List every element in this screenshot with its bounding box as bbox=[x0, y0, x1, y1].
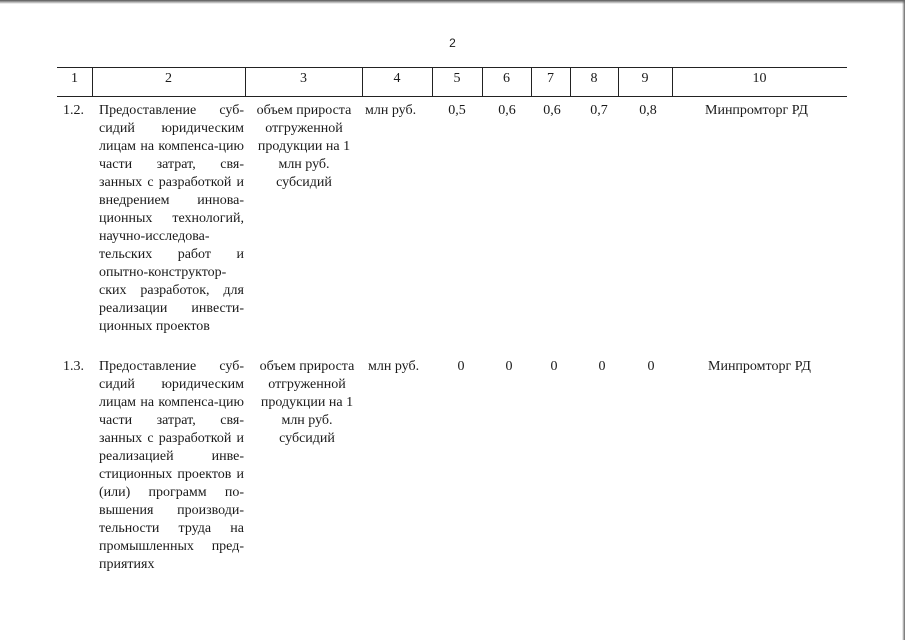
row-value: 0 bbox=[457, 359, 465, 374]
row-ministry: Минпромторг РД bbox=[708, 359, 811, 374]
row-description: Предоставление суб-сидий юридическим лицам на компенса-цию части затрат, свя-занных с разработкой и реализацией инве-стиционных проектов и (или) программ по-вышения производи-тельности труда на промышленных пред-приятиях bbox=[99, 359, 244, 572]
row-number: 1.2. bbox=[63, 103, 84, 118]
row-value: 0,7 bbox=[590, 103, 608, 118]
row-ministry: Минпромторг РД bbox=[705, 103, 808, 118]
scan-edge-top bbox=[0, 0, 905, 4]
header-cell: 2 bbox=[165, 71, 172, 86]
header-cell: 9 bbox=[641, 71, 649, 86]
row-indicator: объем прироста отгруженной продукции на 1 млн руб. субсидий bbox=[256, 103, 352, 190]
row-indicator: объем прироста отгруженной продукции на 1 млн руб. субсидий bbox=[259, 359, 355, 446]
row-value: 0 bbox=[550, 359, 558, 374]
row-value: 0 bbox=[505, 359, 513, 374]
row-value: 0,6 bbox=[543, 103, 561, 118]
header-cell: 3 bbox=[300, 71, 307, 86]
header-cell: 10 bbox=[752, 71, 767, 86]
row-value: 0,8 bbox=[639, 103, 657, 118]
header-cell: 1 bbox=[71, 71, 78, 86]
row-value: 0 bbox=[647, 359, 655, 374]
row-value: 0,5 bbox=[448, 103, 466, 118]
row-value: 0 bbox=[598, 359, 606, 374]
row-value: 0,6 bbox=[498, 103, 516, 118]
header-cell: 4 bbox=[393, 71, 401, 86]
header-cell: 5 bbox=[453, 71, 461, 86]
row-unit: млн руб. bbox=[365, 103, 417, 118]
header-cell: 8 bbox=[590, 71, 598, 86]
table-header-bottom-border bbox=[57, 96, 847, 97]
row-description: Предоставление суб-сидий юридическим лицам на компенса-цию части затрат, свя-занных с разработкой и внедрением иннова-ционных технологий, научно-исследова-тельских работ и опытно-конструктор-ских разработок, для реализации инвести-ционных проектов bbox=[99, 103, 244, 334]
row-number: 1.3. bbox=[63, 359, 84, 374]
row-unit: млн руб. bbox=[368, 359, 420, 374]
header-cell: 6 bbox=[503, 71, 510, 86]
header-cell: 7 bbox=[547, 71, 554, 86]
page-number: 2 bbox=[449, 36, 456, 50]
table-header-top-border bbox=[57, 67, 847, 68]
